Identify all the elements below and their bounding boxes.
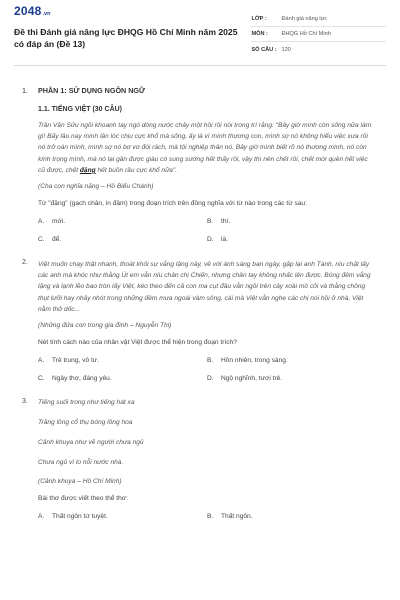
page-header [14,0,386,66]
subsection-title: 1.1. TIẾNG VIỆT (30 CÂU) [38,106,123,113]
option-letter: B. [207,218,214,226]
passage-source: (Những đứa con trong gia đình – Nguyễn Thi) [38,322,172,330]
option-letter: D. [207,236,214,244]
option-letter: D. [207,375,214,383]
option-text: Ngây thơ, đáng yêu. [52,375,112,383]
meta-row-subject [251,27,386,42]
question-prompt: Bài thơ được viết theo thể thơ: [38,495,128,503]
poem-line: Tiếng suối trong như tiếng hát xa [38,399,135,407]
meta-value: ĐHQG Hồ Chí Minh [281,31,331,37]
poem-line: Trăng lồng cổ thụ bóng lồng hoa [38,419,133,427]
option-a[interactable] [38,357,207,364]
question-passage: Việt muốn chạy thật nhanh, thoát khỏi sự vắng lặng này, về với ánh sáng ban ngày, gặp lại anh Tánh, níu chặt lấy các anh mà khóc như thằng Út em vẫn níu chân chị Chiến, nhưng chân tay không nhấc lên được. Bóng đêm vắng lặng và lạnh lẽo bao tròn lấy Việt, kéo theo đến cả con ma cụt đầu vẫn ngồi trên cây xoài mồ côi và thằng chồng thụt lưỡi hay nhảy nhót trong những đêm mưa ngoài vàm sông, cái mà Việt vẫn nghe các chị nói hồi ở nhà, Việt nằm thở dốc... [38,261,371,313]
passage-source: (Cảnh khuya – Hồ Chí Minh) [38,478,122,486]
answer-options [38,513,376,520]
question-prompt: Từ "đặng" (gạch chân, in đậm) trong đoạn trích trên đồng nghĩa với từ nào trong các từ sau: [38,200,307,208]
option-letter: C. [38,375,45,383]
question-prompt: Nét tính cách nào của nhân vật Việt được thể hiện trong đoạn trích? [38,339,237,347]
meta-label: MÔN : [251,31,268,37]
section-number: 1. [22,86,28,95]
option-d[interactable] [207,236,376,243]
passage-text: hết buồn rầu cực khổ nữa". [95,166,178,174]
option-c[interactable] [38,375,207,382]
section-heading [22,86,376,95]
meta-row-count [251,42,386,57]
logo-main-text: 2048 [14,4,42,18]
logo-sub-text: .vn [42,11,51,17]
exam-section [14,66,386,520]
option-a[interactable] [38,513,207,520]
option-letter: B. [207,513,214,521]
option-b[interactable] [207,513,376,520]
question-1 [38,120,376,243]
option-c[interactable] [38,236,207,243]
answer-options [38,357,376,382]
poem-line: Chưa ngủ vì lo nỗi nước nhà. [38,459,124,467]
option-letter: A. [38,513,45,521]
option-letter: C. [38,236,45,244]
meta-value: 120 [281,46,291,53]
option-d[interactable] [207,375,376,382]
option-text: Thất ngôn. [221,513,253,521]
exam-title: Đề thi Đánh giá năng lực ĐHQG Hồ Chí Minh năm 2025 có đáp án (Đề 13) [14,27,238,49]
question-3 [22,398,376,520]
poem-line: Cảnh khuya như vẽ người chưa ngủ [38,439,144,447]
site-logo[interactable] [14,4,251,20]
meta-label: LỚP : [251,16,267,22]
option-text: thì. [221,218,231,226]
option-letter: A. [38,357,45,365]
option-letter: A. [38,218,45,226]
exam-meta-table [251,0,386,65]
option-text: Hồn nhiên, trong sáng. [221,357,288,365]
question-number: 3. [22,398,28,406]
question-body [38,398,376,520]
option-text: để. [52,236,62,244]
question-passage [38,120,376,176]
option-b[interactable] [207,357,376,364]
answer-options [38,218,376,243]
brand-block [14,0,251,65]
option-text: Trẻ trung, vô tư. [52,357,100,365]
passage-source: (Cha con nghĩa nặng – Hồ Biểu Chánh) [38,183,154,191]
meta-value: Đánh giá năng lực [281,16,328,22]
option-text: là. [221,236,228,244]
section-title: PHẦN 1: SỬ DỤNG NGÔN NGỮ [38,86,145,95]
option-text: Ngộ nghĩnh, tươi trẻ. [221,375,283,383]
meta-row-class [251,12,386,27]
question-body [38,259,376,382]
question-number: 2. [22,259,28,267]
option-letter: B. [207,357,214,365]
option-a[interactable] [38,218,207,225]
option-text: mới. [52,218,66,226]
option-text: Thất ngôn tứ tuyệt. [52,513,108,521]
passage-text: Trần Văn Sửu ngồi khoanh tay ngó dòng nước chảy một hồi rồi nói trong trí rằng: "Bây giờ mình còn sống nữa làm gì! Bấy lâu nay mình lận lóc chịu cực khổ mà sống, ấy là vì mình thương con, mình sợ nó không hiểu việc xưa rồi nó trở oán mình, mình sợ nó bơ vơ đói rách, mà tội nghiệp thân nó. Bây giờ mình biết rõ nó thương mình, nó còn kính trọng mình, mà nó lại gần được giàu có sung sướng hết thấy rồi, vậy thì nên chết rồi, chết mới quên hết việc cũ được, chết [38,122,372,174]
highlighted-word: đặng [79,166,96,174]
question-2 [22,259,376,382]
meta-label: SỐ CÂU : [251,46,277,53]
option-b[interactable] [207,218,376,225]
